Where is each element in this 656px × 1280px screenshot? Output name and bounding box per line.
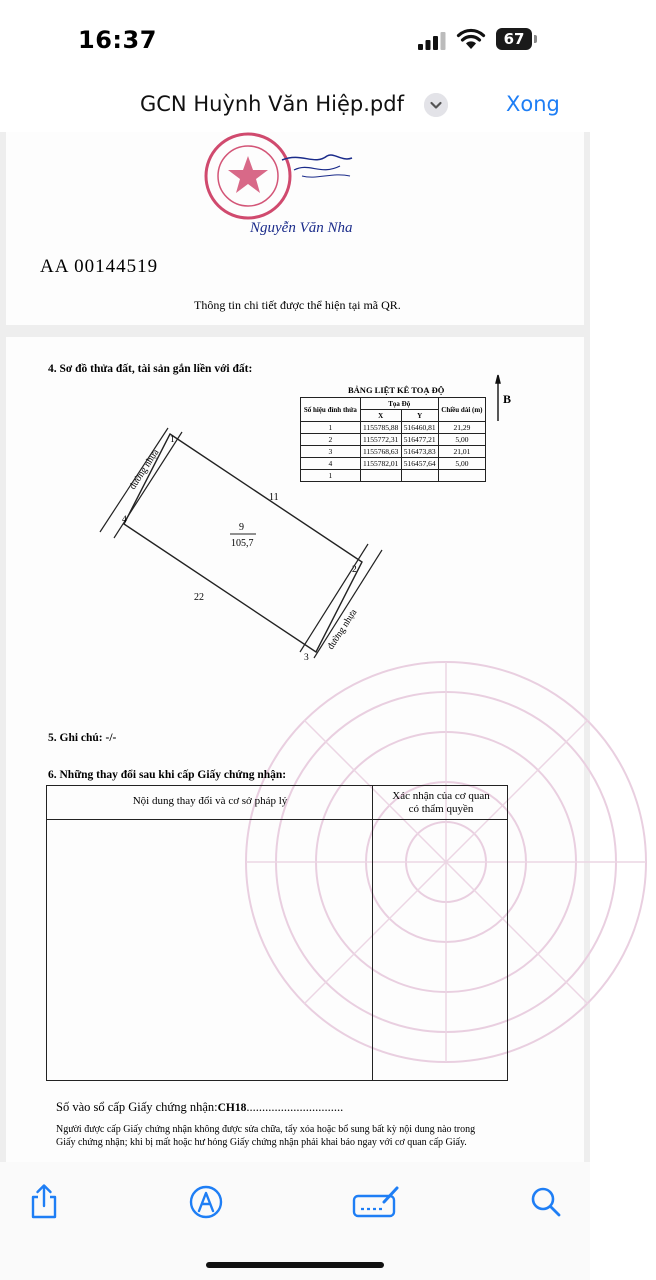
parcel-number: 9 [239,522,244,533]
neighbor-left: 22 [194,592,204,603]
road-label-bottom: đường nhựa [326,607,360,652]
neighbor-right: 11 [269,492,279,503]
table-row: 1 [301,470,486,482]
markup-icon[interactable] [186,1182,226,1222]
status-bar [0,0,590,80]
vertex-4: 4 [122,515,127,525]
chevron-down-icon[interactable] [424,93,448,117]
coordinate-table-title: BẢNG LIỆT KÊ TOẠ ĐỘ [348,385,445,395]
pdf-page-2 [6,337,584,1162]
north-label: B [503,392,512,406]
changes-header-content: Nội dung thay đổi và cơ sở pháp lý [132,795,288,807]
document-title[interactable]: GCN Huỳnh Văn Hiệp.pdf [140,92,404,116]
cellular-signal-icon [418,32,446,50]
land-parcel-diagram [94,422,384,672]
table-row: 3 1155768,63 516473,83 21,01 [301,446,486,458]
table-row: 1 1155785,88 516460,81 21,29 [301,422,486,434]
battery-icon [496,28,538,50]
changes-header-authority: Xác nhận của cơ quan có thẩm quyền [392,790,490,815]
pdf-page-1 [6,132,584,325]
changes-column-content [47,786,373,1080]
register-number-row [56,1100,343,1115]
share-icon[interactable] [24,1182,64,1222]
qr-note: Thông tin chi tiết được thể hiện tại mã QR. [194,298,401,312]
footnote: Người được cấp Giấy chứng nhận không được sửa chữa, tẩy xóa hoặc bổ sung bất kỳ nội dung nào trong Giấy chứng nhận; khi bị mất hoặc hư hỏng Giấy chứng nhận phải khai báo ngay với cơ quan cấp Giấy. [56,1124,476,1148]
header-point: Số hiệu đỉnh thửa [301,398,361,422]
changes-table [46,785,508,1081]
red-seal-stamp [202,132,372,227]
table-row: 2 1155772,31 516477,21 5,00 [301,434,486,446]
done-button[interactable]: Xong [506,92,560,116]
vertex-3: 3 [304,653,309,663]
certificate-serial: AA 00144519 [40,256,159,277]
vertex-1: 1 [170,435,175,445]
north-arrow-icon [494,373,510,423]
battery-level: 67 [496,28,532,50]
header-length: Chiều dài (m) [438,398,485,422]
wifi-icon [456,28,486,50]
section-4-title: 4. Sơ đồ thửa đất, tài sản gắn liền với đất: [48,363,253,375]
register-value: CH18 [217,1102,247,1114]
document-nav-bar [0,80,590,132]
search-icon[interactable] [526,1182,566,1222]
signer-name: Nguyễn Văn Nha [250,220,353,236]
section-5-title: 5. Ghi chú: -/- [48,732,117,744]
table-row: 4 1155782,01 516457,64 5,00 [301,458,486,470]
vertex-2: 2 [352,565,357,575]
parcel-area: 105,7 [231,538,254,549]
status-time: 16:37 [78,26,157,54]
header-coords: Tọa Độ [360,398,438,410]
register-dots: ............................... [246,1100,344,1114]
road-label-top: đường nhựa [128,447,162,492]
home-indicator [206,1262,384,1268]
header-y: Y [401,410,438,422]
register-label: Số vào sổ cấp Giấy chứng nhận: [56,1100,218,1114]
section-6-title: 6. Những thay đổi sau khi cấp Giấy chứng nhận: [48,769,287,781]
pdf-viewer[interactable] [0,132,590,1162]
header-x: X [360,410,401,422]
signature-icon[interactable] [352,1182,400,1222]
